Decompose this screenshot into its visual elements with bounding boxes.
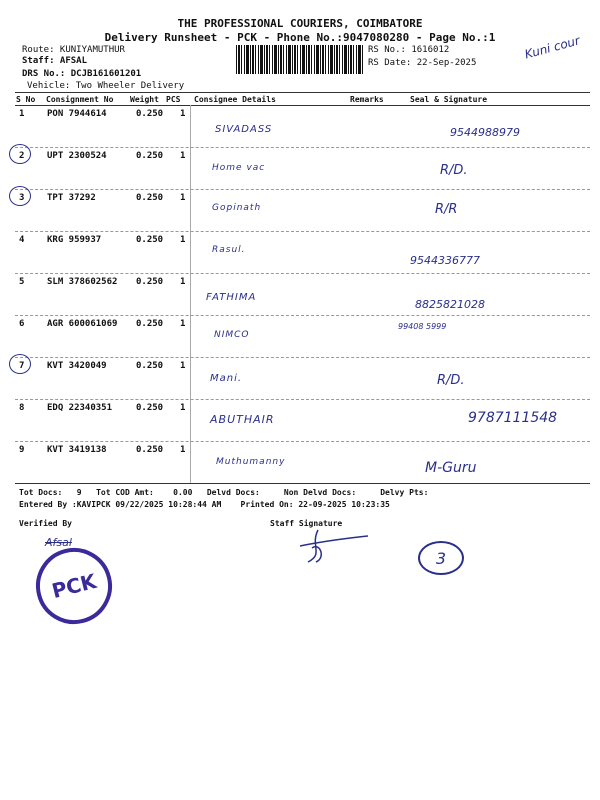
row-pcs: 1 [180, 445, 186, 455]
row-consignment: KVT 3419138 [47, 445, 107, 455]
row-sno: 2 [19, 151, 25, 161]
row-signature: R/R [435, 202, 458, 217]
row-consignee: SIVADASS [215, 124, 273, 135]
row-consignment: KVT 3420049 [47, 361, 107, 371]
table-row [15, 190, 590, 232]
row-weight: 0.250 [136, 235, 164, 245]
staff-signature-label: Staff Signature [270, 519, 343, 528]
row-signature: 9544988979 [450, 126, 520, 139]
row-consignment: KRG 959937 [47, 235, 102, 245]
col-consignment: Consignment No [46, 95, 114, 104]
row-weight: 0.250 [136, 151, 164, 161]
row-consignee: Home vac [212, 163, 266, 173]
row-weight: 0.250 [136, 403, 164, 413]
table-row [15, 400, 590, 442]
row-pcs: 1 [180, 193, 186, 203]
col-pcs: PCS [166, 95, 181, 104]
row-pcs: 1 [180, 403, 186, 413]
row-weight: 0.250 [136, 319, 164, 329]
row-consignment: SLM 378602562 [47, 277, 118, 287]
vehicle-label: Vehicle: Two Wheeler Delivery [27, 81, 185, 91]
row-consignee: Muthumanny [216, 457, 286, 467]
row-pcs: 1 [180, 109, 186, 119]
row-sno: 7 [19, 361, 25, 371]
route-label: Route: KUNIYAMUTHUR [22, 45, 125, 55]
row-consignment: AGR 600061069 [47, 319, 118, 329]
stamp-text: PCK [49, 568, 99, 604]
col-signature: Seal & Signature [410, 95, 488, 104]
staff-signature-scribble [290, 528, 370, 566]
row-signature: M-Guru [425, 460, 477, 476]
row-sno: 8 [19, 403, 25, 413]
table-row [15, 232, 590, 274]
row-pcs: 1 [180, 151, 186, 161]
row-signature: R/D. [437, 373, 465, 388]
row-sno: 1 [19, 109, 25, 119]
table-row [15, 442, 590, 484]
row-sno: 5 [19, 277, 25, 287]
row-signature: 9787111548 [468, 410, 558, 426]
table-row [15, 316, 590, 358]
row-weight: 0.250 [136, 277, 164, 287]
row-consignee: ABUTHAIR [210, 413, 275, 426]
rs-number: RS No.: 1616012 [368, 45, 450, 55]
table-row [15, 274, 590, 316]
row-pcs: 1 [180, 319, 186, 329]
row-number-circle [9, 186, 31, 206]
row-weight: 0.250 [136, 109, 164, 119]
row-signature: 9544336777 [410, 254, 480, 267]
table-row [15, 106, 590, 148]
totals-line: Tot Docs: 9 Tot COD Amt: 0.00 Delvd Docs: Non Delvd Docs: Delvy Pts: [19, 488, 429, 497]
col-remarks: Remarks [350, 95, 384, 104]
runsheet-subtitle: Delivery Runsheet - PCK - Phone No.:9047080280 - Page No.:1 [104, 31, 496, 44]
row-consignee: FATHIMA [206, 292, 257, 303]
verifier-signature: Afsal [45, 536, 72, 549]
row-pcs: 1 [180, 277, 186, 287]
count-note: 3 [435, 548, 447, 568]
row-weight: 0.250 [136, 445, 164, 455]
pck-stamp [28, 540, 120, 632]
row-number-circle [9, 144, 31, 164]
row-consignee: Mani. [210, 373, 243, 384]
row-number-circle [9, 354, 31, 374]
col-weight: Weight [130, 95, 159, 104]
row-consignee: Rasul. [212, 245, 246, 255]
barcode [236, 45, 364, 74]
row-consignee: Gopinath [212, 203, 262, 213]
row-sno: 4 [19, 235, 25, 245]
drs-number: DRS No.: DCJB161601201 [22, 69, 142, 79]
header-rule-top [15, 92, 590, 93]
row-sno: 6 [19, 319, 25, 329]
table-row [15, 358, 590, 400]
company-title: THE PROFESSIONAL COURIERS, COIMBATORE [177, 17, 423, 30]
count-circle [418, 541, 464, 575]
col-sno: S No [16, 95, 36, 104]
row-consignment: EDQ 22340351 [47, 403, 113, 413]
row-weight: 0.250 [136, 193, 164, 203]
row-consignee: NIMCO [214, 330, 250, 340]
entered-line: Entered By :KAVIPCK 09/22/2025 10:28:44 AM Printed On: 22-09-2025 10:23:35 [19, 500, 390, 509]
row-consignment: TPT 37292 [47, 193, 96, 203]
row-sno: 9 [19, 445, 25, 455]
staff-label: Staff: AFSAL [22, 56, 88, 66]
row-signature: R/D. [440, 163, 468, 178]
row-weight: 0.250 [136, 361, 164, 371]
rs-date: RS Date: 22-Sep-2025 [368, 58, 477, 68]
row-pcs: 1 [180, 235, 186, 245]
col-consignee: Consignee Details [194, 95, 276, 104]
row-sno: 3 [19, 193, 25, 203]
footer-rule [15, 483, 590, 484]
row-signature: 99408 5999 [398, 322, 447, 331]
row-pcs: 1 [180, 361, 186, 371]
row-consignment: UPT 2300524 [47, 151, 107, 161]
verified-by-label: Verified By [19, 519, 72, 528]
corner-note: Kuni cour [523, 33, 582, 62]
row-signature: 8825821028 [415, 298, 485, 311]
row-consignment: PON 7944614 [47, 109, 107, 119]
table-row [15, 148, 590, 190]
